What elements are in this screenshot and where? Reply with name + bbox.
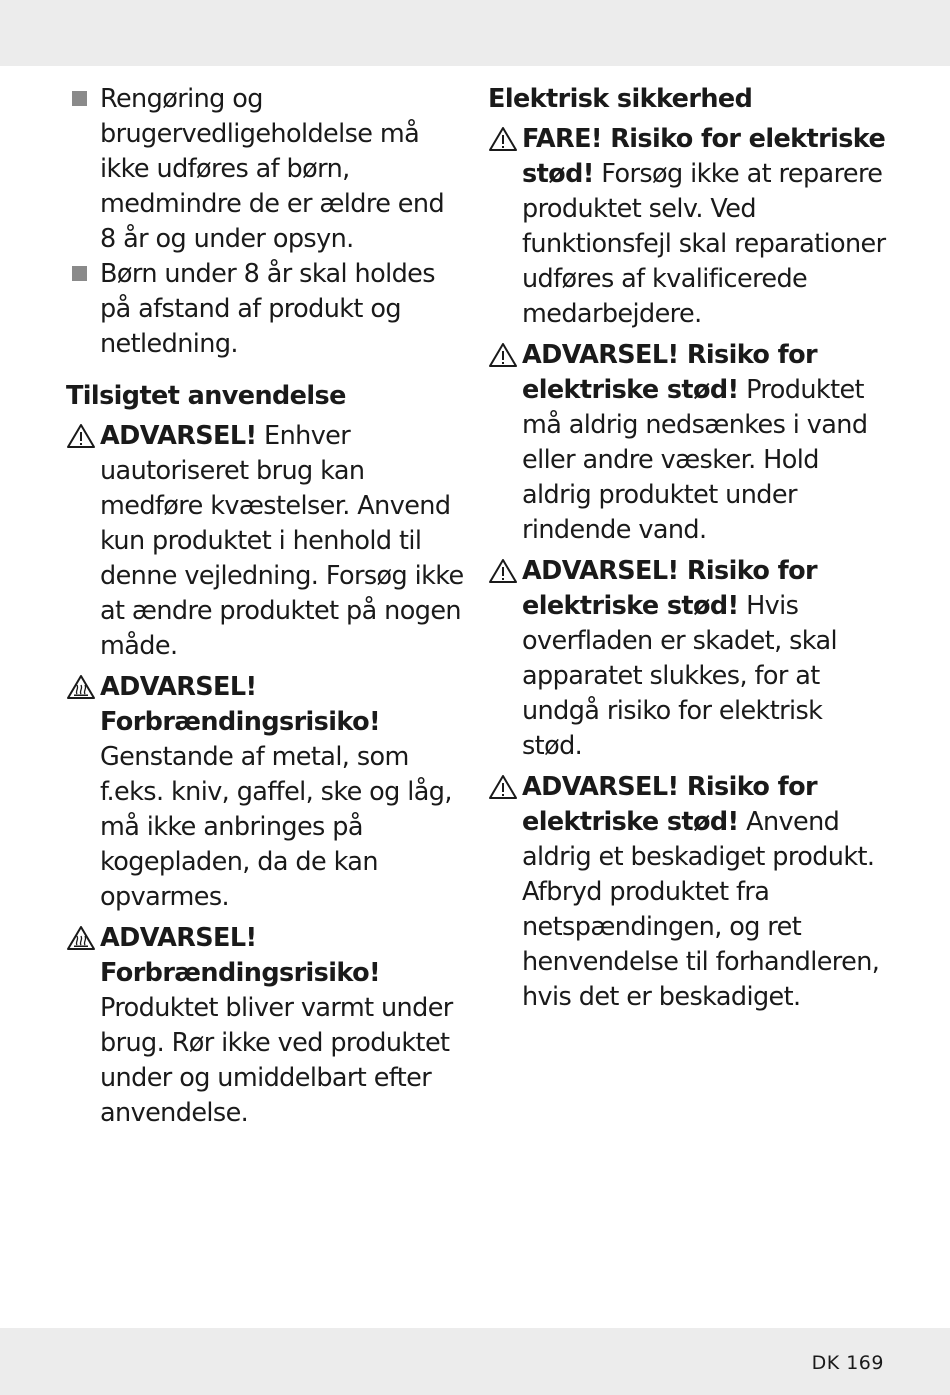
bullet-item <box>66 82 466 257</box>
hot-surface-warning-icon <box>66 921 98 956</box>
square-bullet-icon <box>66 257 98 292</box>
warning-triangle-icon <box>66 419 98 454</box>
warning-triangle-icon <box>488 554 520 589</box>
warning-label: ADVARSEL! Forbrændingsrisiko! <box>100 923 381 988</box>
bullet-text: Børn under 8 år skal holdes på afstand af produkt og netledning. <box>100 259 435 359</box>
warning-label: ADVARSEL! Forbrændingsrisiko! <box>100 672 381 737</box>
warning-triangle-icon <box>488 338 520 373</box>
warning-text: Hvis overfladen er skadet, skal apparatet slukkes, for at undgå risiko for elektrisk stød. <box>522 591 838 761</box>
bullet-item <box>66 257 466 362</box>
warning-text: Produktet må aldrig nedsænkes i vand eller andre væsker. Hold aldrig produktet under rindende vand. <box>522 375 868 545</box>
warning-triangle-icon <box>488 770 520 805</box>
section-heading: Elektrisk sikkerhed <box>488 84 753 114</box>
warning-label: ADVARSEL! Risiko for elektriske stød! <box>522 340 817 405</box>
warning-text: Anvend aldrig et beskadiget produkt. Afbryd produktet fra netspændingen, og ret henvendelse til forhandleren, hvis det er beskadiget. <box>522 807 880 1012</box>
hot-surface-warning-icon <box>66 670 98 705</box>
right-column <box>488 82 888 1015</box>
warning-text: Enhver uautoriseret brug kan medføre kvæstelser. Anvend kun produktet i henhold til denne vejledning. Forsøg ikke at ændre produktet på nogen måde. <box>100 421 464 661</box>
section-heading: Tilsigtet anvendelse <box>66 381 346 411</box>
warning-block <box>66 921 466 1131</box>
warning-text: Produktet bliver varmt under brug. Rør ikke ved produktet under og umiddelbart efter anvendelse. <box>100 993 453 1128</box>
warning-label: FARE! Risiko for elektriske stød! <box>522 124 886 189</box>
bullet-text: Rengøring og brugervedligeholdelse må ikke udføres af børn, medmindre de er ældre end 8 år og under opsyn. <box>100 84 445 254</box>
warning-label: ADVARSEL! Risiko for elektriske stød! <box>522 556 817 621</box>
left-column <box>66 82 466 1131</box>
warning-block <box>488 338 888 548</box>
header-band <box>0 0 950 66</box>
warning-triangle-icon <box>488 122 520 157</box>
warning-block <box>66 670 466 915</box>
footer-band <box>0 1328 950 1395</box>
warning-block <box>488 122 888 332</box>
warning-label: ADVARSEL! <box>100 421 257 451</box>
square-bullet-icon <box>66 82 98 117</box>
warning-block <box>66 419 466 664</box>
warning-text: Genstande af metal, som f.eks. kniv, gaffel, ske og låg, må ikke anbringes på kogepladen, da de kan opvarmes. <box>100 742 452 912</box>
warning-label: ADVARSEL! Risiko for elektriske stød! <box>522 772 817 837</box>
warning-block <box>488 770 888 1015</box>
warning-text: Forsøg ikke at reparere produktet selv. Ved funktionsfejl skal reparationer udføres af kvalificerede medarbejdere. <box>522 159 886 329</box>
warning-block <box>488 554 888 764</box>
page-number: DK 169 <box>811 1352 884 1374</box>
